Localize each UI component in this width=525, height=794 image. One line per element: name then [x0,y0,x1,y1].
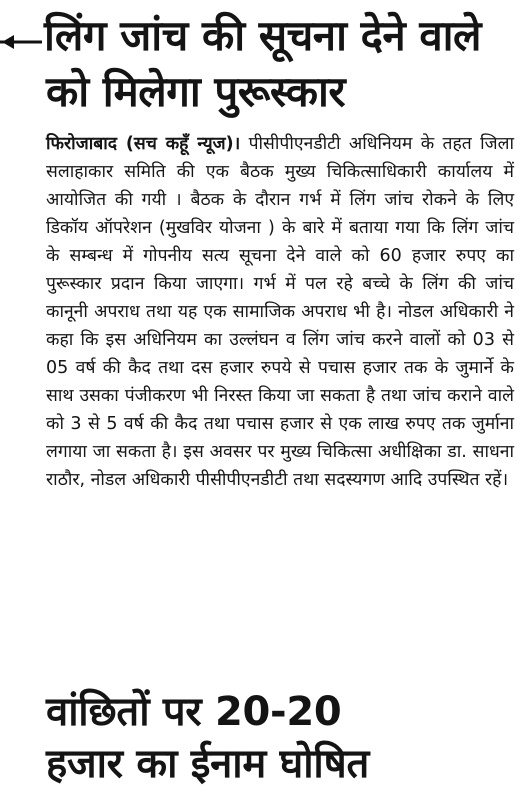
dateline: फिरोजाबाद (सच कहूँ न्यूज)। [46,134,241,154]
next-headline-line-2: हजार का ईनाम घोषित [46,741,369,787]
headline-line-1: लिंग जांच की सूचना देने वाले [44,11,482,60]
article-body [46,130,514,494]
next-headline [46,686,516,790]
next-headline-line-1: वांछितों पर 20-20 [46,689,342,735]
arrow-bullet-icon [0,34,44,50]
article-body-text: पीसीपीएनडीटी अधिनियम के तहत जिला सलाहाकार समिति की एक बैठक मुख्य चिकित्साधिकारी कार्यालय में आयोजित की गयी । बैठक के दौरान गर्भ में लिंग जांच रोकने के लिए डिकॉय ऑपरेशन (मुखविर योजना ) के बारे में बताया गया कि लिंग जांच के सम्बन्ध में गोपनीय सत्य सूचना देने वाले को 60 हजार रुपए का पुरूस्कार प्रदान किया जाएगा। गर्भ में पल रहे बच्चे के लिंग की जांच कानूनी अपराध तथा यह एक सामाजिक अपराध भी है। नोडल अधिकारी ने कहा कि इस अधिनियम का उल्लंघन व लिंग जांच करने वालों को 03 से 05 वर्ष की कैद तथा दस हजार रुपये से पचास हजार तक के जुमार्ने के साथ उसका पंजीकरण भी निरस्त किया जा सकता है तथा जांच कराने वाले को 3 से 5 वर्ष की कैद तथा पचास हजार से एक लाख रुपए तक जुर्माना लगाया जा सकता है। इस अवसर पर मुख्य चिकित्सा अधीक्षिका डा. साधना राठौर, नोडल अधिकारी पीसीपीएनडीटी तथा सदस्यगण आदि उपस्थित रहें। [46,134,514,490]
headline-line-2: को मिलेगा पुरूस्कार [46,67,346,116]
headline [44,8,520,120]
